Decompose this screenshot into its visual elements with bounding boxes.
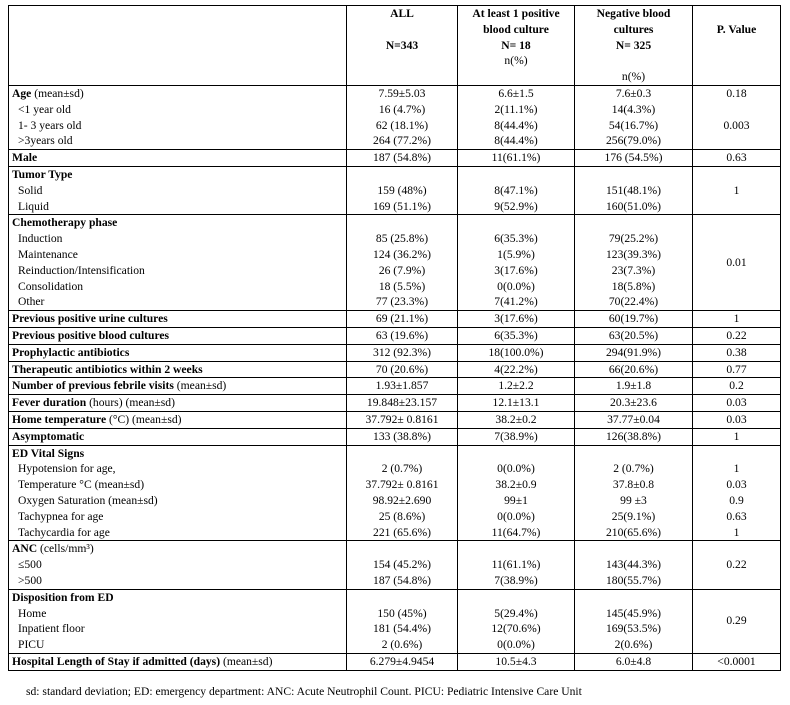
value-cell-all: 187 (54.8%) [347, 150, 458, 167]
value-line: 98.92±2.690 [372, 493, 432, 507]
sub-label: Inpatient floor [18, 622, 85, 636]
value-cell-all [347, 541, 458, 589]
value-line: 2 (0.7%) [613, 462, 654, 476]
value-cell-neg: 294(91.9%) [575, 344, 693, 361]
value-line: 79(25.2%) [608, 232, 659, 246]
table-row [9, 653, 781, 670]
p-value-cell: 0.2 [693, 378, 781, 395]
variable-title: ANC [12, 542, 38, 556]
sub-label: ≤500 [18, 558, 42, 572]
value-line: 25(9.1%) [611, 509, 656, 523]
value-line: 16 (4.7%) [378, 102, 426, 116]
value-cell-all [347, 86, 458, 150]
sub-label: Home [18, 606, 47, 620]
p-value-cell: 0.63 [693, 150, 781, 167]
variable-title: Chemotherapy phase [12, 216, 118, 230]
value-cell-all: 63 (19.6%) [347, 327, 458, 344]
value-cell-pos: 7(38.9%) [458, 428, 575, 445]
value-line: 6(35.3%) [494, 232, 538, 246]
sub-label: 1- 3 years old [18, 118, 82, 132]
value-line: 9(52.9%) [494, 199, 538, 213]
table-row [9, 86, 781, 150]
p-line: 1 [733, 525, 740, 539]
sub-label: Tachypnea for age [18, 509, 104, 523]
value-line: 3(17.6%) [494, 263, 538, 277]
variable-title: Disposition from ED [12, 590, 114, 604]
variable-title: Asymptomatic [12, 429, 85, 443]
value-line [578, 590, 689, 606]
table-header-row [9, 6, 781, 86]
value-cell-pos: 1.2±2.2 [458, 378, 575, 395]
sub-label: Other [18, 295, 45, 309]
variable-cell [9, 215, 347, 311]
value-line: 99 ±3 [620, 493, 647, 507]
value-line [578, 215, 689, 231]
value-line: 18(5.8%) [611, 279, 656, 293]
variable-title: Male [12, 151, 38, 165]
value-cell-neg: 66(20.6%) [575, 361, 693, 378]
value-line: 11(64.7%) [491, 525, 541, 539]
value-line: 150 (45%) [377, 606, 427, 620]
variable-title: Prophylactic antibiotics [12, 345, 130, 359]
value-line [350, 167, 454, 183]
sub-label: Temperature °C (mean±sd) [18, 478, 145, 492]
p-value-cell: 0.22 [693, 541, 781, 589]
value-cell-pos: 3(17.6%) [458, 311, 575, 328]
value-line: 7(41.2%) [494, 295, 538, 309]
value-cell-neg: 20.3±23.6 [575, 395, 693, 412]
value-line: 62 (18.1%) [375, 118, 429, 132]
variable-cell [9, 411, 347, 428]
variable-title: Previous positive blood cultures [12, 328, 170, 342]
value-cell-neg: 6.0±4.8 [575, 653, 693, 670]
variable-unit: (°C) (mean±sd) [106, 412, 182, 426]
p-value-cell: 0.01 [693, 215, 781, 311]
p-value-cell: 1 [693, 428, 781, 445]
value-cell-all: 133 (38.8%) [347, 428, 458, 445]
table-row [9, 541, 781, 589]
value-cell-pos [458, 541, 575, 589]
results-table [8, 5, 781, 671]
variable-title: Fever duration [12, 396, 87, 410]
value-line: 181 (54.4%) [373, 622, 431, 636]
p-line: 0.003 [723, 118, 750, 132]
p-value-cell: 0.38 [693, 344, 781, 361]
sub-label: Tachycardia for age [18, 525, 110, 539]
value-cell-neg [575, 215, 693, 311]
value-line [461, 541, 571, 557]
variable-cell [9, 150, 347, 167]
sub-label: Maintenance [18, 247, 78, 261]
value-cell-neg: 1.9±1.8 [575, 378, 693, 395]
value-line: 2(0.6%) [614, 638, 653, 652]
sub-label: Reinduction/Intensification [18, 263, 145, 277]
value-cell-all [347, 445, 458, 541]
value-line: 12(70.6%) [491, 622, 541, 636]
p-value-cell: 1 [693, 311, 781, 328]
table-body [9, 86, 781, 671]
sub-label: Oxygen Saturation (mean±sd) [18, 493, 158, 507]
variable-title: Number of previous febrile visits [12, 379, 174, 393]
header-p-value: P. Value [693, 6, 781, 86]
p-value-cell [693, 86, 781, 150]
value-line: 7.59±5.03 [378, 87, 426, 100]
sub-label: PICU [18, 638, 45, 652]
p-value-cell: 0.03 [693, 411, 781, 428]
sub-label: >3years old [18, 134, 73, 148]
value-cell-pos [458, 445, 575, 541]
sub-label: <1 year old [18, 102, 71, 116]
value-line: 2 (0.7%) [381, 462, 423, 476]
table-row [9, 150, 781, 167]
table-row [9, 311, 781, 328]
table-row [9, 445, 781, 541]
value-line: 0(0.0%) [497, 509, 535, 523]
value-line: 145(45.9%) [605, 606, 662, 620]
value-line [350, 541, 454, 557]
p-line: 0.9 [729, 493, 744, 507]
value-cell-pos [458, 589, 575, 653]
variable-cell [9, 378, 347, 395]
variable-title: Home temperature [12, 412, 107, 426]
variable-title: Previous positive urine cultures [12, 312, 168, 326]
value-line: 8(44.4%) [494, 118, 538, 132]
table-row [9, 395, 781, 412]
value-cell-all: 312 (92.3%) [347, 344, 458, 361]
value-line: 210(65.6%) [605, 525, 662, 539]
value-line: 26 (7.9%) [378, 263, 426, 277]
value-cell-neg [575, 445, 693, 541]
variable-cell [9, 311, 347, 328]
footnote: sd: standard deviation; ED: emergency department: ANC: Acute Neutrophil Count. PICU: Pediatric Intensive Care Unit [26, 685, 582, 698]
value-line: 18 (5.5%) [378, 279, 426, 293]
p-line [696, 133, 777, 149]
p-value-cell: 0.29 [693, 589, 781, 653]
value-cell-pos: 4(22.2%) [458, 361, 575, 378]
p-value-cell: 1 [693, 166, 781, 214]
value-cell-neg: 63(20.5%) [575, 327, 693, 344]
variable-cell [9, 361, 347, 378]
value-line: 8(47.1%) [494, 183, 538, 197]
value-line: 2(11.1%) [494, 102, 538, 116]
value-line [461, 446, 571, 462]
value-cell-neg [575, 589, 693, 653]
sub-label: Solid [18, 183, 43, 197]
sub-label: Hypotension for age, [18, 462, 116, 476]
value-line: 8(44.4%) [494, 134, 538, 148]
value-cell-neg: 176 (54.5%) [575, 150, 693, 167]
sub-label: Induction [18, 232, 63, 246]
value-cell-all: 19.848±23.157 [347, 395, 458, 412]
p-value-cell: <0.0001 [693, 653, 781, 670]
value-line: 37.8±0.8 [612, 478, 655, 492]
variable-unit: (mean±sd) [173, 379, 227, 393]
value-cell-all: 1.93±1.857 [347, 378, 458, 395]
value-cell-pos: 18(100.0%) [458, 344, 575, 361]
value-line: 11(61.1%) [491, 558, 541, 572]
variable-cell [9, 344, 347, 361]
value-line: 38.2±0.9 [495, 478, 537, 492]
p-line: 0.18 [726, 87, 747, 100]
table-row [9, 361, 781, 378]
value-line: 7.6±0.3 [615, 87, 652, 100]
value-line: 23(7.3%) [611, 263, 656, 277]
value-line: 159 (48%) [377, 183, 427, 197]
table-row [9, 428, 781, 445]
sub-label: >500 [18, 573, 42, 587]
value-line: 123(39.3%) [605, 247, 662, 261]
value-cell-all: 37.792± 0.8161 [347, 411, 458, 428]
value-line: 180(55.7%) [605, 573, 662, 587]
header-negative: Negative blood cultures N= 325 n(%) [575, 6, 693, 86]
value-line [350, 590, 454, 606]
variable-cell [9, 653, 347, 670]
p-value-cell [693, 445, 781, 541]
value-cell-neg: 60(19.7%) [575, 311, 693, 328]
variable-title: Tumor Type [12, 167, 73, 181]
p-line [696, 446, 777, 462]
variable-unit: (mean±sd) [31, 87, 84, 100]
value-cell-pos [458, 166, 575, 214]
variable-title: Hospital Length of Stay if admitted (days) [12, 654, 221, 668]
value-line: 1(5.9%) [497, 247, 535, 261]
value-cell-all: 70 (20.6%) [347, 361, 458, 378]
p-line: 1 [733, 462, 740, 476]
value-cell-neg [575, 541, 693, 589]
value-line: 256(79.0%) [605, 134, 662, 148]
value-line: 124 (36.2%) [373, 247, 431, 261]
value-line: 2 (0.6%) [381, 638, 423, 652]
value-line: 85 (25.8%) [375, 232, 429, 246]
value-line: 160(51.0%) [605, 199, 662, 213]
value-line: 143(44.3%) [605, 558, 662, 572]
table-row [9, 327, 781, 344]
variable-title: Age [12, 87, 32, 100]
value-line: 70(22.4%) [608, 295, 659, 309]
table-row [9, 344, 781, 361]
value-line: 14(4.3%) [611, 102, 656, 116]
value-line [578, 446, 689, 462]
variable-cell [9, 541, 347, 589]
value-line [350, 215, 454, 231]
value-cell-pos: 38.2±0.2 [458, 411, 575, 428]
table-row [9, 378, 781, 395]
value-line: 151(48.1%) [605, 183, 662, 197]
p-line [696, 102, 777, 118]
value-cell-pos: 6(35.3%) [458, 327, 575, 344]
variable-cell [9, 445, 347, 541]
value-cell-neg: 37.77±0.04 [575, 411, 693, 428]
header-all: ALL N=343 [347, 6, 458, 86]
value-line [461, 215, 571, 231]
table-row [9, 589, 781, 653]
value-line: 169 (51.1%) [373, 199, 431, 213]
value-cell-pos [458, 215, 575, 311]
value-line [578, 541, 689, 557]
value-cell-neg: 126(38.8%) [575, 428, 693, 445]
value-cell-all [347, 215, 458, 311]
variable-cell [9, 589, 347, 653]
value-cell-pos: 10.5±4.3 [458, 653, 575, 670]
p-value-cell: 0.03 [693, 395, 781, 412]
value-line: 6.6±1.5 [498, 87, 534, 100]
value-line: 0(0.0%) [497, 462, 535, 476]
variable-title: Therapeutic antibiotics within 2 weeks [12, 362, 203, 376]
value-cell-all [347, 589, 458, 653]
value-line: 77 (23.3%) [375, 295, 429, 309]
value-line: 37.792± 0.8161 [365, 478, 439, 492]
header-positive: At least 1 positive blood culture N= 18 n(%) [458, 6, 575, 86]
value-line: 7(38.9%) [494, 573, 538, 587]
sub-label: Consolidation [18, 279, 84, 293]
value-line [350, 446, 454, 462]
value-cell-all [347, 166, 458, 214]
value-cell-neg [575, 166, 693, 214]
value-line: 221 (65.6%) [373, 525, 431, 539]
value-line [578, 167, 689, 183]
value-line: 169(53.5%) [605, 622, 662, 636]
p-line: 0.03 [726, 478, 747, 492]
variable-unit: (cells/mm³) [37, 542, 94, 556]
variable-cell [9, 86, 347, 150]
value-line: 25 (8.6%) [378, 509, 426, 523]
value-cell-pos: 12.1±13.1 [458, 395, 575, 412]
value-line: 264 (77.2%) [373, 134, 431, 148]
value-cell-all: 69 (21.1%) [347, 311, 458, 328]
header-empty-cell [9, 6, 347, 86]
p-line: 0.63 [726, 509, 747, 523]
variable-cell [9, 428, 347, 445]
table-row [9, 215, 781, 311]
value-line: 187 (54.8%) [373, 573, 431, 587]
table-row [9, 166, 781, 214]
variable-title: ED Vital Signs [12, 446, 85, 460]
value-line: 0(0.0%) [497, 638, 535, 652]
sub-label: Liquid [18, 199, 49, 213]
value-cell-neg [575, 86, 693, 150]
p-value-cell: 0.77 [693, 361, 781, 378]
value-cell-pos [458, 86, 575, 150]
value-line: 5(29.4%) [494, 606, 538, 620]
value-line: 54(16.7%) [608, 118, 659, 132]
table-row [9, 411, 781, 428]
p-value-cell: 0.22 [693, 327, 781, 344]
value-line: 99±1 [504, 493, 528, 507]
value-line: 154 (45.2%) [373, 558, 431, 572]
value-line [461, 590, 571, 606]
variable-unit: (mean±sd) [220, 654, 273, 668]
variable-cell [9, 327, 347, 344]
variable-cell [9, 166, 347, 214]
value-line [461, 167, 571, 183]
variable-cell [9, 395, 347, 412]
value-line: 0(0.0%) [497, 279, 535, 293]
value-cell-all: 6.279±4.9454 [347, 653, 458, 670]
value-cell-pos: 11(61.1%) [458, 150, 575, 167]
variable-unit: (hours) (mean±sd) [86, 396, 175, 410]
